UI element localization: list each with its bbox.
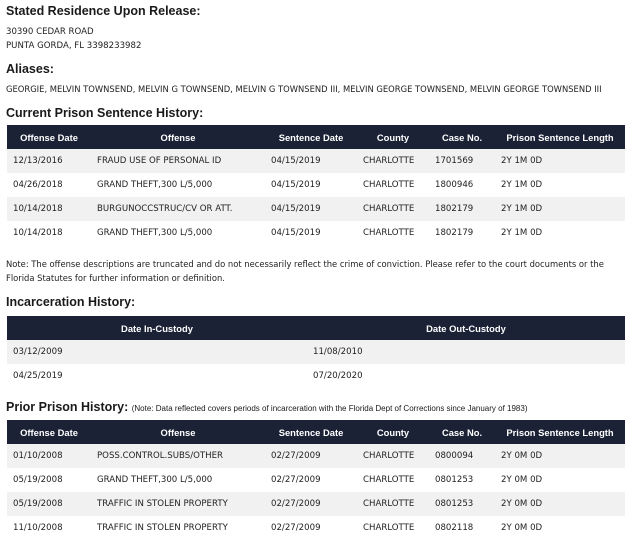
cell-offense-date: 01/10/2008 [7, 444, 91, 468]
prior-prison-table [7, 420, 625, 535]
current-sentence-table [7, 125, 625, 245]
table-row [7, 516, 625, 535]
cell-sentence-date: 02/27/2009 [265, 516, 357, 535]
cell-county: CHARLOTTE [357, 149, 429, 173]
column-header-date-out-custody: Date Out-Custody [307, 316, 625, 340]
cell-county: CHARLOTTE [357, 492, 429, 516]
cell-sentence-date: 04/15/2019 [265, 149, 357, 173]
column-header-county: County [357, 420, 429, 444]
residence-address-line2: PUNTA GORDA, FL 3398233982 [6, 41, 142, 51]
prior-prison-heading-row [6, 400, 527, 414]
cell-offense-date: 05/19/2008 [7, 492, 91, 516]
table-header-row [7, 316, 625, 340]
cell-date-out-custody: 11/08/2010 [307, 340, 625, 364]
cell-county: CHARLOTTE [357, 444, 429, 468]
column-header-sentence-length: Prison Sentence Length [495, 420, 625, 444]
cell-date-in-custody: 03/12/2009 [7, 340, 307, 364]
cell-offense-date: 11/10/2008 [7, 516, 91, 535]
cell-sentence-date: 02/27/2009 [265, 468, 357, 492]
table-row [7, 492, 625, 516]
column-header-sentence-date: Sentence Date [265, 125, 357, 149]
cell-sentence-length: 2Y 0M 0D [495, 516, 625, 535]
cell-offense-date: 05/19/2008 [7, 468, 91, 492]
column-header-date-in-custody: Date In-Custody [7, 316, 307, 340]
cell-case-no: 0801253 [429, 492, 495, 516]
cell-offense: POSS.CONTROL.SUBS/OTHER [91, 444, 265, 468]
table-header-row [7, 420, 625, 444]
table-row [7, 221, 625, 245]
cell-case-no: 1802179 [429, 197, 495, 221]
cell-offense-date: 10/14/2018 [7, 221, 91, 245]
cell-offense-date: 10/14/2018 [7, 197, 91, 221]
column-header-offense-date: Offense Date [7, 420, 91, 444]
cell-case-no: 1800946 [429, 173, 495, 197]
column-header-county: County [357, 125, 429, 149]
cell-date-in-custody: 04/25/2019 [7, 364, 307, 388]
prior-prison-note: (Note: Data reflected covers periods of incarceration with the Florida Dept of Corrections since January of 1983) [131, 404, 528, 413]
aliases-list: GEORGIE, MELVIN TOWNSEND, MELVIN G TOWNSEND, MELVIN G TOWNSEND III, MELVIN GEORGE TOWNSEND, MELVIN GEORGE TOWNSEND III [6, 84, 602, 94]
cell-case-no: 0801253 [429, 468, 495, 492]
cell-date-out-custody: 07/20/2020 [307, 364, 625, 388]
cell-county: CHARLOTTE [357, 516, 429, 535]
aliases-heading: Aliases: [6, 62, 54, 76]
cell-offense-date: 12/13/2016 [7, 149, 91, 173]
cell-county: CHARLOTTE [357, 197, 429, 221]
cell-sentence-length: 2Y 0M 0D [495, 444, 625, 468]
table-header-row [7, 125, 625, 149]
cell-case-no: 0802118 [429, 516, 495, 535]
column-header-offense-date: Offense Date [7, 125, 91, 149]
cell-sentence-date: 04/15/2019 [265, 173, 357, 197]
cell-offense: BURGUNOCCSTRUC/CV OR ATT. [91, 197, 265, 221]
current-sentence-heading: Current Prison Sentence History: [6, 106, 204, 120]
cell-offense: TRAFFIC IN STOLEN PROPERTY [91, 492, 265, 516]
cell-county: CHARLOTTE [357, 468, 429, 492]
cell-sentence-length: 2Y 1M 0D [495, 173, 625, 197]
cell-sentence-date: 04/15/2019 [265, 221, 357, 245]
cell-offense: GRAND THEFT,300 L/5,000 [91, 468, 265, 492]
column-header-offense: Offense [91, 125, 265, 149]
cell-county: CHARLOTTE [357, 221, 429, 245]
column-header-sentence-date: Sentence Date [265, 420, 357, 444]
residence-address-line1: 30390 CEDAR ROAD [6, 27, 94, 37]
cell-county: CHARLOTTE [357, 173, 429, 197]
incarceration-heading: Incarceration History: [6, 295, 136, 309]
cell-sentence-length: 2Y 0M 0D [495, 468, 625, 492]
cell-sentence-length: 2Y 0M 0D [495, 492, 625, 516]
table-row [7, 444, 625, 468]
cell-offense: TRAFFIC IN STOLEN PROPERTY [91, 516, 265, 535]
table-row [7, 468, 625, 492]
table-row [7, 197, 625, 221]
table-row [7, 364, 625, 388]
cell-offense-date: 04/26/2018 [7, 173, 91, 197]
cell-case-no: 0800094 [429, 444, 495, 468]
offense-disclaimer-note: Note: The offense descriptions are truncated and do not necessarily reflect the crime of conviction. Please refer to the court documents or the Florida Statutes for further information or definition. [6, 259, 604, 283]
column-header-sentence-length: Prison Sentence Length [495, 125, 625, 149]
incarceration-table [7, 316, 625, 388]
cell-offense: GRAND THEFT,300 L/5,000 [91, 173, 265, 197]
cell-sentence-date: 04/15/2019 [265, 197, 357, 221]
cell-sentence-length: 2Y 1M 0D [495, 149, 625, 173]
cell-sentence-date: 02/27/2009 [265, 492, 357, 516]
cell-sentence-length: 2Y 1M 0D [495, 197, 625, 221]
cell-sentence-length: 2Y 1M 0D [495, 221, 625, 245]
cell-case-no: 1802179 [429, 221, 495, 245]
cell-sentence-date: 02/27/2009 [265, 444, 357, 468]
prior-prison-heading: Prior Prison History: [6, 400, 129, 414]
column-header-case-no: Case No. [429, 420, 495, 444]
column-header-offense: Offense [91, 420, 265, 444]
table-row [7, 340, 625, 364]
table-row [7, 173, 625, 197]
residence-heading: Stated Residence Upon Release: [6, 4, 201, 18]
column-header-case-no: Case No. [429, 125, 495, 149]
cell-offense: GRAND THEFT,300 L/5,000 [91, 221, 265, 245]
table-row [7, 149, 625, 173]
cell-case-no: 1701569 [429, 149, 495, 173]
cell-offense: FRAUD USE OF PERSONAL ID [91, 149, 265, 173]
